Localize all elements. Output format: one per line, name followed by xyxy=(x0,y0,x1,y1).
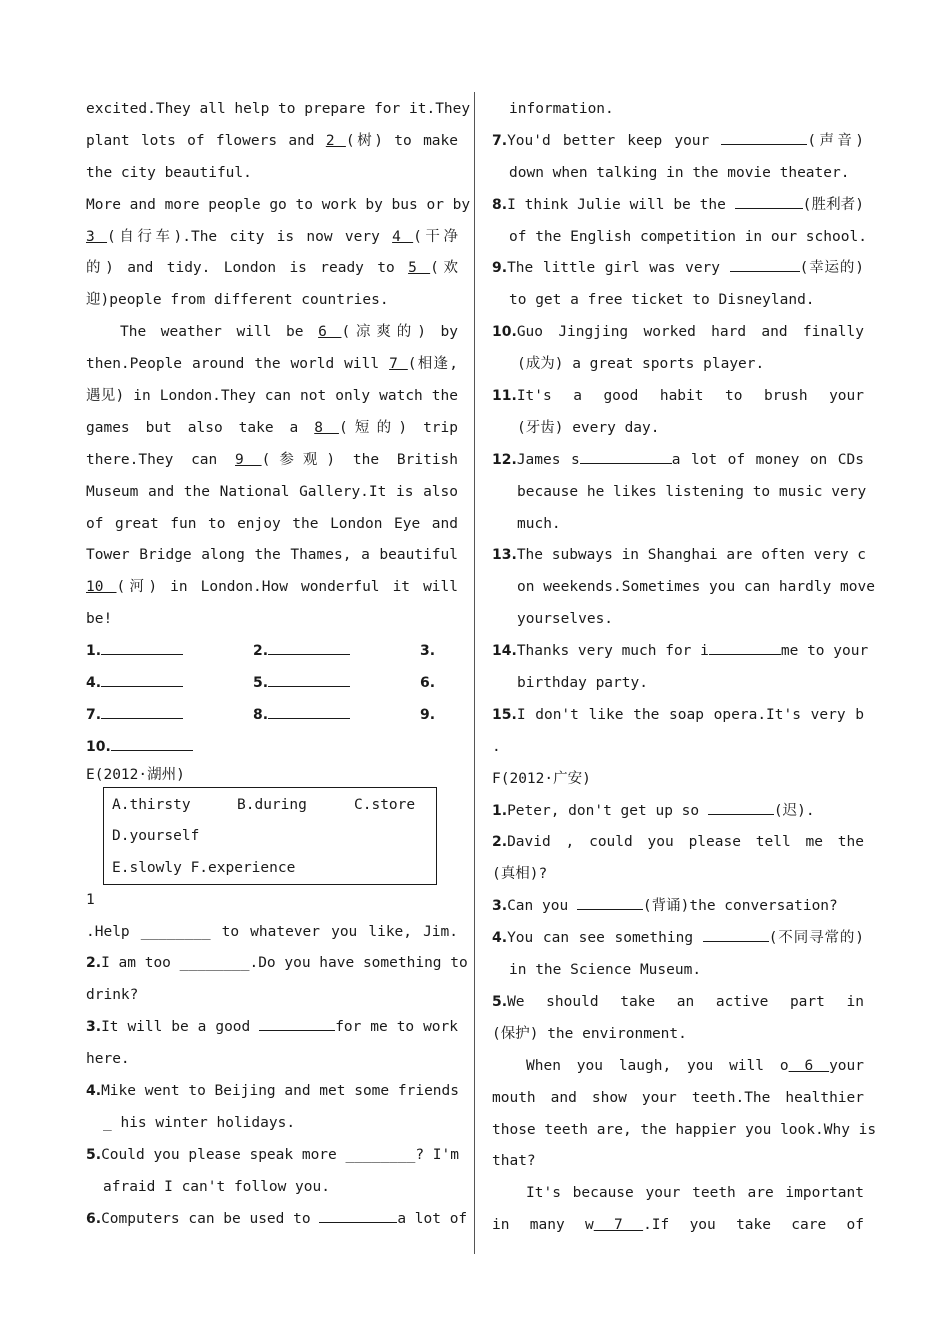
question-14-cont: birthday party. xyxy=(517,675,648,692)
passage-line: excited.They all help to prepare for it.They xyxy=(86,101,471,117)
answer-blank[interactable] xyxy=(708,800,774,815)
answer-blank[interactable] xyxy=(101,672,183,687)
blank-7[interactable]: 7 xyxy=(389,356,408,373)
question-f2: 2.David , could you please tell me the xyxy=(492,834,864,851)
blank-6[interactable]: 6 xyxy=(318,324,342,341)
word-bank-row: D.yourself xyxy=(112,828,200,845)
blank-7[interactable]: 7 xyxy=(593,1217,644,1234)
question-9-cont: to get a free ticket to Disneyland. xyxy=(509,292,815,309)
word-bank-box xyxy=(103,787,437,885)
question-13-cont: on weekends.Sometimes you can hardly move xyxy=(517,579,875,596)
column-divider xyxy=(474,92,475,1254)
blank-6[interactable]: 6 xyxy=(788,1057,830,1074)
word-bank-row: E.slowly F.experience xyxy=(112,859,296,876)
question-12-cont: much. xyxy=(517,515,561,532)
question-10: 10.Guo Jingjing worked hard and finally xyxy=(492,324,864,341)
answer-row xyxy=(86,732,458,764)
question-f5-cont: (保护) the environment. xyxy=(492,1025,687,1042)
word-bank-row: A.thirsty B.during C.store xyxy=(112,796,416,813)
answer-blank[interactable] xyxy=(709,640,781,655)
question-14: 14.Thanks very much for i me to your xyxy=(492,636,864,668)
question-11-cont: (牙齿) every day. xyxy=(517,419,660,436)
question-e3-cont: here. xyxy=(86,1051,130,1068)
question-10-cont: (成为) a great sports player. xyxy=(517,356,765,373)
question-e3: 3.It will be a good for me to work xyxy=(86,1012,458,1044)
answer-blank[interactable] xyxy=(111,736,193,751)
passage-line: the city beautiful. xyxy=(86,164,252,181)
passage-line: that? xyxy=(492,1153,536,1170)
question-13: 13.The subways in Shanghai are often very c xyxy=(492,547,867,564)
passage-line: then.People around the world will 7 (相逢, xyxy=(86,356,458,373)
blank-8[interactable]: 8 xyxy=(314,419,339,436)
question-f5: 5.We should take an active part in xyxy=(492,993,864,1010)
left-column xyxy=(86,94,471,1236)
question-12-cont: because he likes listening to music very xyxy=(517,483,867,500)
answer-blank[interactable] xyxy=(319,1208,397,1223)
right-column xyxy=(492,94,877,1242)
answer-label: 9. xyxy=(420,706,436,723)
blank-9[interactable]: 9 xyxy=(235,451,262,468)
question-7-cont: down when talking in the movie theater. xyxy=(509,164,850,181)
blank-10[interactable]: 10 xyxy=(86,579,117,596)
answer-blank[interactable] xyxy=(580,449,672,464)
answer-blank[interactable] xyxy=(730,257,800,272)
passage-line: 3 (自行车).The city is now very 4 (干净 xyxy=(86,228,458,245)
question-f2-cont: (真相)? xyxy=(492,866,548,883)
passage-line: be! xyxy=(86,611,113,628)
section-heading-e: E(2012·湖州) xyxy=(86,766,185,783)
answer-label: 10. xyxy=(86,738,111,755)
passage-line: there.They can 9 (参观) the British xyxy=(86,451,459,468)
passage-line: Museum and the National Gallery.It is also xyxy=(86,483,458,500)
passage-line: It's because your teeth are important xyxy=(526,1185,864,1202)
question-15: 15.I don't like the soap opera.It's very b xyxy=(492,706,864,723)
answer-row xyxy=(86,636,458,668)
answer-label: 5. xyxy=(253,675,269,692)
answer-label: 3. xyxy=(420,643,436,660)
question-e2: 2.I am too ________.Do you have something to xyxy=(86,955,468,972)
section-heading-f: F(2012·广安) xyxy=(492,770,591,787)
question-e6: 6.Computers can be used to a lot of xyxy=(86,1204,458,1236)
passage-line: games but also take a 8 (短的) trip xyxy=(86,419,458,436)
answer-label: 6. xyxy=(420,675,436,692)
question-f4-cont: in the Science Museum. xyxy=(509,962,702,979)
blank-4[interactable]: 4 xyxy=(392,228,414,245)
answer-row xyxy=(86,668,458,700)
question-f4: 4.You can see something (不同寻常的) xyxy=(492,923,864,955)
question-13-cont: yourselves. xyxy=(517,611,614,628)
question-8: 8.I think Julie will be the (胜利者) xyxy=(492,190,864,222)
passage-line: 的) and tidy. London is ready to 5 (欢 xyxy=(86,260,458,277)
passage-line: More and more people go to work by bus or by xyxy=(86,196,471,213)
question-cont: information. xyxy=(509,101,614,117)
blank-2[interactable]: 2 xyxy=(325,132,346,149)
answer-blank[interactable] xyxy=(577,895,643,910)
question-e4: 4.Mike went to Beijing and met some friends xyxy=(86,1083,459,1100)
passage-line: 10 (河) in London.How wonderful it will xyxy=(86,579,458,596)
passage-line: in many w 7 .If you take care of xyxy=(492,1217,864,1234)
passage-line: 遇见) in London.They can not only watch the xyxy=(86,388,458,405)
question-12: 12.James s a lot of money on CDs xyxy=(492,445,864,477)
question-8-cont: of the English competition in our school. xyxy=(509,228,867,245)
passage-line: those teeth are, the happier you look.Why is xyxy=(492,1121,877,1138)
question-9: 9.The little girl was very (幸运的) xyxy=(492,253,864,285)
question-e5-cont: afraid I can't follow you. xyxy=(103,1178,330,1195)
passage-line: plant lots of flowers and 2 (树) to make xyxy=(86,132,458,149)
question-15-cont: . xyxy=(492,738,501,755)
passage-line: of great fun to enjoy the London Eye and xyxy=(86,515,458,532)
question-e1: .Help ________ to whatever you like, Jim. xyxy=(86,923,458,940)
answer-blank[interactable] xyxy=(268,640,350,655)
answer-label: 7. xyxy=(86,706,102,723)
blank-3[interactable]: 3 xyxy=(86,228,108,245)
answer-blank[interactable] xyxy=(703,927,769,942)
passage-line: Tower Bridge along the Thames, a beautiful xyxy=(86,547,458,564)
answer-row xyxy=(86,700,458,732)
answer-blank[interactable] xyxy=(268,672,350,687)
answer-label: 4. xyxy=(86,675,102,692)
answer-label: 2. xyxy=(253,643,269,660)
blank-5[interactable]: 5 xyxy=(408,260,431,277)
passage-line: When you laugh, you will o 6 your xyxy=(526,1057,864,1074)
answer-blank[interactable] xyxy=(735,194,803,209)
answer-blank[interactable] xyxy=(259,1016,335,1031)
answer-blank[interactable] xyxy=(101,640,183,655)
answer-blank[interactable] xyxy=(101,704,183,719)
answer-label: 1. xyxy=(86,643,102,660)
passage-line: The weather will be 6 (凉爽的) by xyxy=(120,324,458,341)
question-e2-cont: drink? xyxy=(86,987,139,1004)
answer-blank[interactable] xyxy=(268,704,350,719)
passage-line: 迎)people from different countries. xyxy=(86,292,389,309)
question-f3: 3.Can you (背诵)the conversation? xyxy=(492,891,864,923)
question-e4-cont: _ his winter holidays. xyxy=(103,1114,296,1131)
answer-blank[interactable] xyxy=(721,130,807,145)
question-11: 11.It's a good habit to brush your xyxy=(492,388,864,405)
question-number: 1 xyxy=(86,891,95,908)
question-7: 7.You'd better keep your (声音) xyxy=(492,126,864,158)
passage-line: mouth and show your teeth.The healthier xyxy=(492,1089,864,1106)
answer-label: 8. xyxy=(253,706,269,723)
question-f1: 1.Peter, don't get up so (迟). xyxy=(492,796,864,828)
question-e5: 5.Could you please speak more ________? I'm xyxy=(86,1146,459,1163)
